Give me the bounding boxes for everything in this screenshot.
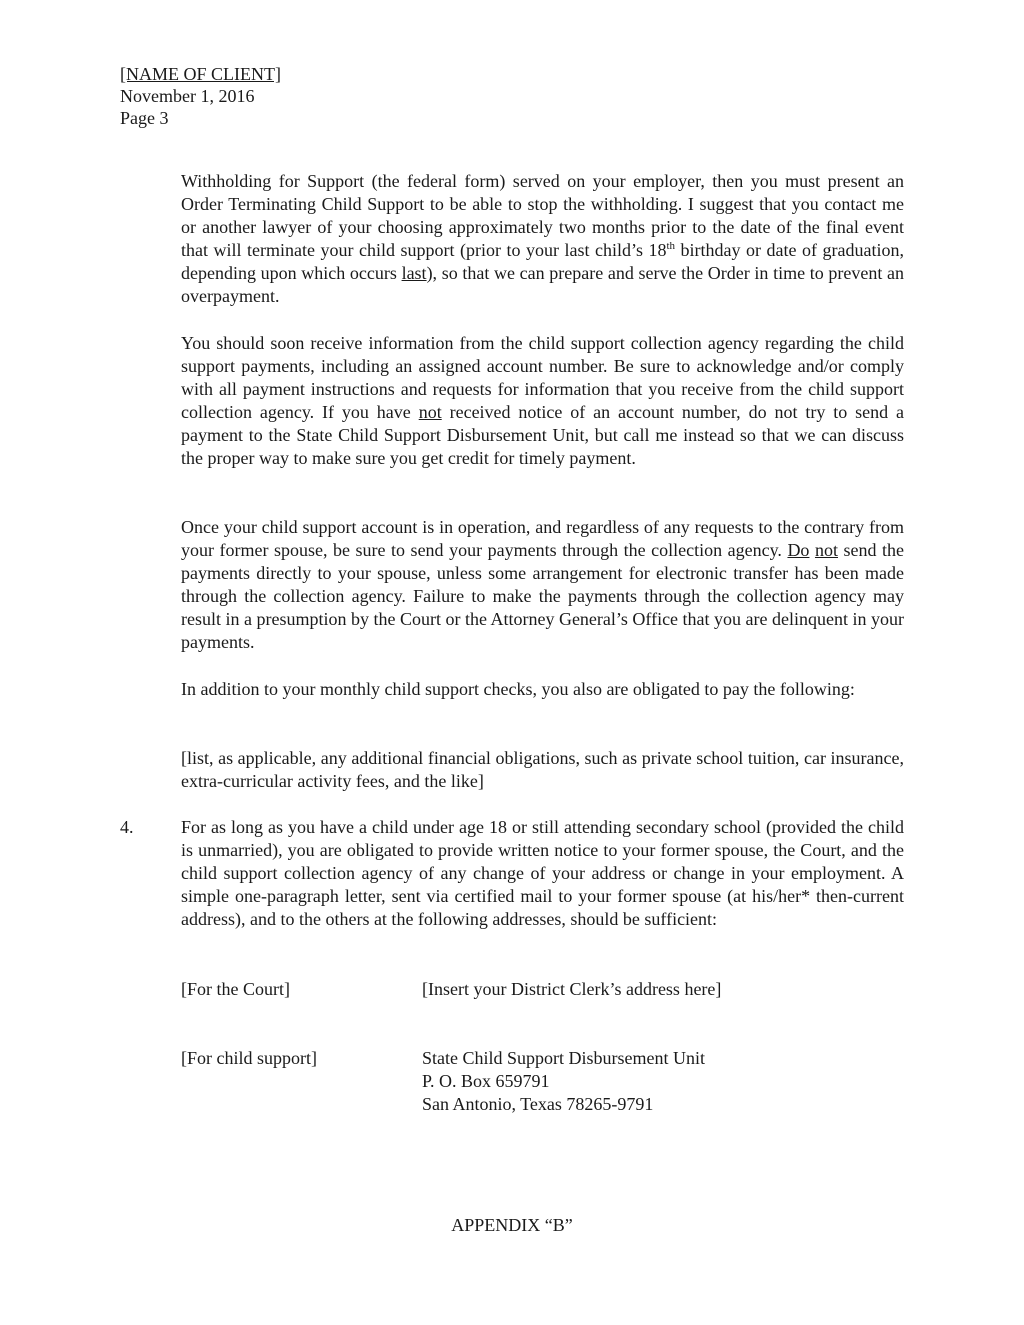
court-label: [For the Court] bbox=[181, 979, 290, 999]
underlined-last: last bbox=[401, 263, 427, 283]
superscript-th: th bbox=[666, 240, 676, 252]
item-number: 4. bbox=[120, 817, 134, 837]
paragraph-withholding bbox=[181, 170, 904, 308]
paragraph-additional-obligations: In addition to your monthly child support checks, you also are obligated to pay the following: bbox=[181, 679, 855, 699]
underlined-do: Do bbox=[787, 540, 810, 560]
appendix-footer: APPENDIX “B” bbox=[451, 1215, 573, 1235]
paragraph-notice-obligation: For as long as you have a child under age 18 or still attending secondary school (provided the child is unmarried), you are obligated to provide written notice to your former spouse, the Court, and the child support collection agency of any change of your address or change in your employment. A simple one-paragraph letter, sent via certified mail to your former spouse (at his/her* then-current address), and to the others at the following addresses, should be sufficient: bbox=[181, 817, 904, 929]
paragraph-text: Once your child support account is in operation, and regardless of any requests to the contrary from your former spouse, be sure to send your payments through the collection agency. bbox=[181, 517, 904, 560]
paragraph-text: send the payments directly to your spouse, unless some arrangement for electronic transfer has been made through the collection agency. Failure to make the payments through the collection agency may result in a presumption by the Court or the Attorney General’s Office that you are delinquent in your payments. bbox=[181, 540, 905, 652]
court-address: [Insert your District Clerk’s address here] bbox=[422, 979, 722, 999]
client-name: [NAME OF CLIENT] bbox=[120, 64, 281, 84]
paragraph-text: Withholding for Support (the federal form) served on your employer, then you must present an Order Terminating Child Support to be able to stop the withholding. I suggest that you contact me or another lawyer of your choosing approximately two months prior to the date of the final event that will terminate your child support (prior to your last child’s 18 bbox=[181, 171, 904, 260]
child-support-address bbox=[422, 1047, 705, 1116]
paragraph-text: received notice of an account number, do not try to send a payment to the State Child Support Disbursement Unit, but call me instead so that we can discuss the proper way to make sure you get credit for timely payment. bbox=[181, 402, 904, 468]
address-line: San Antonio, Texas 78265-9791 bbox=[422, 1094, 654, 1114]
paragraph-text: You should soon receive information from the child support collection agency regarding the child support payments, including an assigned account number. Be sure to acknowledge and/or comply with all payment instructions and requests for information that you receive from the child support collection agency. If you have bbox=[181, 333, 904, 422]
paragraph-collection-agency bbox=[181, 516, 904, 654]
paragraph-text: birthday or date of graduation, depending upon which occurs bbox=[181, 240, 904, 283]
paragraph-text: ), so that we can prepare and serve the Order in time to prevent an overpayment. bbox=[181, 263, 904, 306]
address-line: P. O. Box 659791 bbox=[422, 1071, 550, 1091]
paragraph-account-number bbox=[181, 332, 904, 470]
letter-date: November 1, 2016 bbox=[120, 86, 255, 106]
underlined-not: not bbox=[418, 402, 442, 422]
underlined-not: not bbox=[814, 540, 838, 560]
page-number: Page 3 bbox=[120, 108, 169, 128]
child-support-label: [For child support] bbox=[181, 1048, 317, 1068]
letter-header bbox=[120, 63, 281, 129]
address-line: State Child Support Disbursement Unit bbox=[422, 1048, 705, 1068]
paragraph-list-placeholder: [list, as applicable, any additional financial obligations, such as private school tuition, car insurance, extra-curricular activity fees, and the like] bbox=[181, 748, 904, 791]
